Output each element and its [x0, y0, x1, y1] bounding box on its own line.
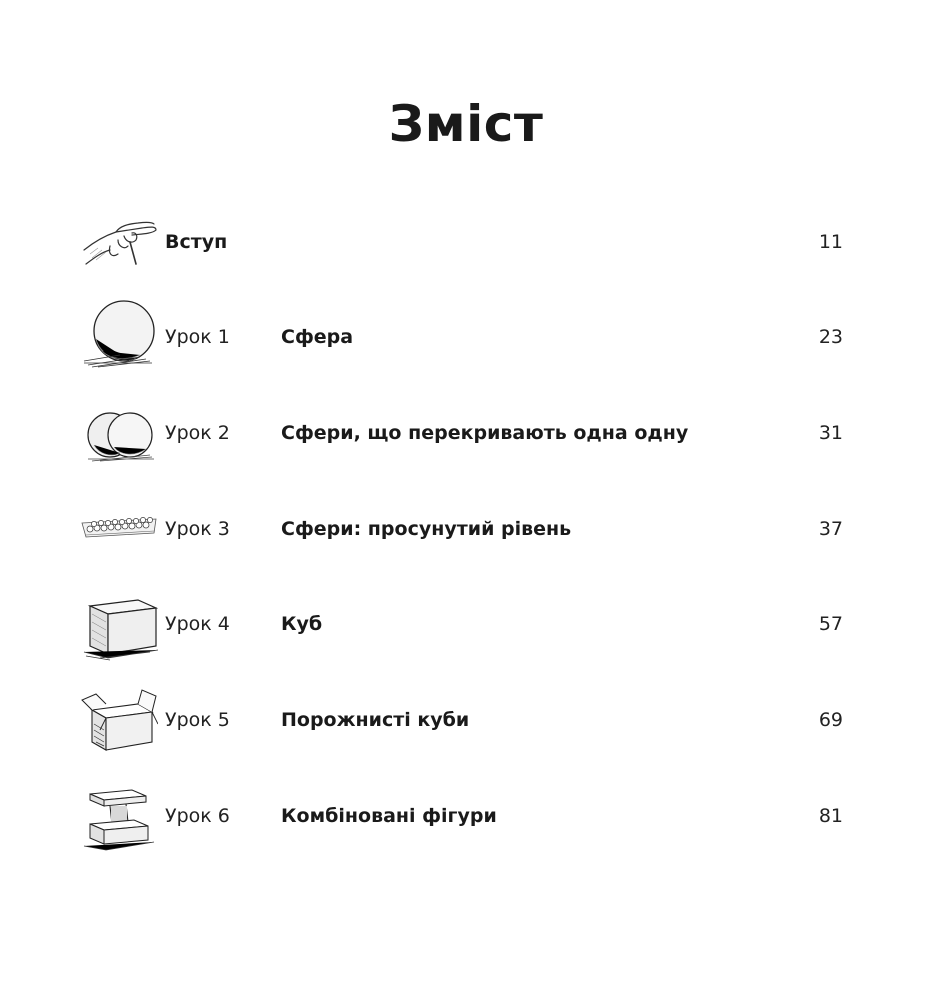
lesson-label: Урок 5 [165, 709, 230, 731]
entry-title: Сфера [281, 326, 354, 348]
page-title: Зміст [388, 95, 544, 153]
sphere-rows-icon [80, 489, 158, 569]
entry-title: Порожнисті куби [281, 709, 470, 731]
sphere-icon [80, 297, 158, 377]
entry-page-number: 37 [818, 518, 843, 540]
lesson-label: Урок 2 [165, 422, 230, 444]
open-box-icon [80, 680, 158, 760]
toc-entry-lesson-3[interactable] [0, 489, 932, 569]
entry-page-number: 57 [818, 613, 843, 635]
lesson-label: Урок 4 [165, 613, 230, 635]
entry-title: Сфери, що перекривають одна одну [281, 422, 689, 444]
toc-entry-lesson-2[interactable] [0, 393, 932, 473]
toc-entry-lesson-5[interactable] [0, 680, 932, 760]
lesson-label: Урок 1 [165, 326, 230, 348]
entry-title: Комбіновані фігури [281, 805, 497, 827]
lesson-label: Урок 6 [165, 805, 230, 827]
toc-entry-lesson-1[interactable] [0, 297, 932, 377]
entry-title: Сфери: просунутий рівень [281, 518, 572, 540]
lesson-label: Урок 3 [165, 518, 230, 540]
hand-drawing-icon [80, 202, 158, 282]
entry-page-number: 23 [818, 326, 843, 348]
overlapping-spheres-icon [80, 393, 158, 473]
entry-page-number: 81 [818, 805, 843, 827]
toc-entry-intro[interactable] [0, 202, 932, 282]
combined-shapes-icon [80, 776, 158, 856]
entry-title: Вступ [165, 231, 228, 253]
entry-page-number: 69 [818, 709, 843, 731]
toc-entry-lesson-6[interactable] [0, 776, 932, 856]
entry-page-number: 11 [818, 231, 843, 253]
cube-icon [80, 584, 158, 664]
entry-title: Куб [281, 613, 323, 635]
entry-page-number: 31 [818, 422, 843, 444]
toc-entry-lesson-4[interactable] [0, 584, 932, 664]
